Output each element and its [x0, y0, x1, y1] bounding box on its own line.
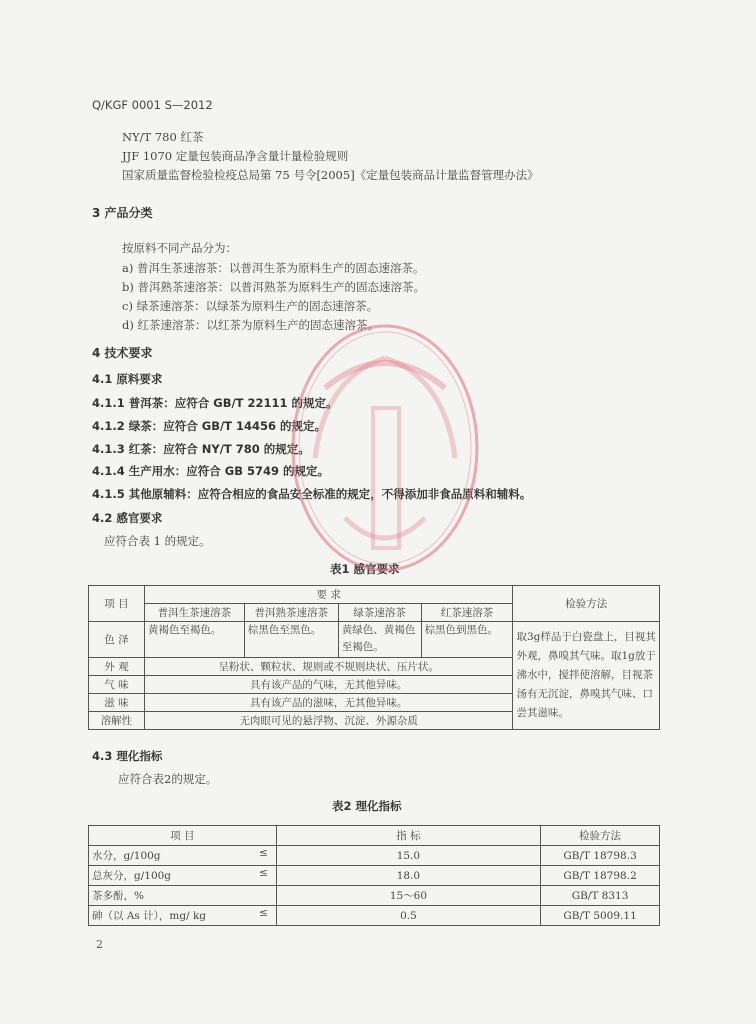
- reference-item: NY/T 780 红茶: [122, 130, 204, 144]
- table-cell-method: GB/T 18798.3: [541, 846, 660, 866]
- section-4-2-text: 应符合表 1 的规定。: [104, 534, 211, 548]
- clause-4-1-2: 4.1.2 绿茶：应符合 GB/T 14456 的规定。: [92, 419, 327, 433]
- sensory-table: [88, 585, 660, 730]
- table-subheader: 红茶速溶茶: [421, 604, 513, 622]
- table-cell: 黄褐色至褐色。: [144, 622, 244, 658]
- clause-4-1-5: 4.1.5 其他原辅料：应符合相应的食品安全标准的规定，不得添加非食品原料和辅料。: [92, 487, 532, 501]
- table-subheader: 普洱生茶速溶茶: [144, 604, 244, 622]
- section-4-3-text: 应符合表2的规定。: [118, 772, 218, 786]
- list-item: b) 普洱熟茶速溶茶：以普洱熟茶为原料生产的固态速溶茶。: [122, 280, 426, 294]
- table-cell-value: 0.5: [276, 906, 540, 926]
- table-cell: 具有该产品的滋味，无其他异味。: [144, 694, 513, 712]
- list-item: c) 绿茶速溶茶：以绿茶为原料生产的固态速溶茶。: [122, 299, 379, 313]
- physicochemical-table: [88, 825, 660, 926]
- clause-4-1-3: 4.1.3 红茶：应符合 NY/T 780 的规定。: [92, 442, 310, 456]
- table-cell: 黄绿色、黄褐色至褐色。: [338, 622, 421, 658]
- list-item: d) 红茶速溶茶：以红茶为原料生产的固态速溶茶。: [122, 318, 380, 332]
- table-cell: 具有该产品的气味，无其他异味。: [144, 676, 513, 694]
- table-row-label: 溶解性: [89, 712, 145, 730]
- table-cell-item: 水分，g/100g: [92, 850, 161, 862]
- limit-mark: ≤: [258, 847, 268, 859]
- table-header: 检验方法: [541, 826, 660, 846]
- limit-mark: ≤: [258, 867, 268, 879]
- table-cell-item: 总灰分，g/100g: [92, 870, 172, 882]
- table-header: 指 标: [276, 826, 540, 846]
- table-row-label: 色 泽: [89, 622, 145, 658]
- standard-code: Q/KGF 0001 S—2012: [92, 98, 213, 112]
- clause-4-1-4: 4.1.4 生产用水：应符合 GB 5749 的规定。: [92, 464, 329, 478]
- page-number: 2: [96, 938, 103, 951]
- table-row-label: 外 观: [89, 658, 145, 676]
- table-row: [89, 846, 660, 866]
- clause-4-1-1: 4.1.1 普洱茶：应符合 GB/T 22111 的规定。: [92, 396, 338, 410]
- table-row-label: 滋 味: [89, 694, 145, 712]
- table-cell: 呈粉状、颗粒状、规则或不规则块状、压片状。: [144, 658, 513, 676]
- section-3-title: 3 产品分类: [92, 206, 153, 220]
- section-4-2-title: 4.2 感官要求: [92, 511, 163, 525]
- sensory-method-text: 取3g样品于白瓷盘上，目视其外观，鼻嗅其气味。取1g放于沸水中，搅拌使溶解，目视茶汤有无沉淀，鼻嗅其气味、口尝其滋味。: [513, 622, 660, 730]
- table-header-method: 检验方法: [513, 586, 660, 622]
- table-cell-value: 15～60: [276, 886, 540, 906]
- table-header-requirement: 要 求: [144, 586, 513, 604]
- table-cell-method: GB/T 8313: [541, 886, 660, 906]
- table-header-item: 项 目: [89, 586, 145, 622]
- table-header: 项 目: [89, 826, 277, 846]
- section-3-intro: 按原料不同产品分为：: [122, 241, 237, 255]
- table-cell: 棕黑色到黑色。: [421, 622, 513, 658]
- table-row: [89, 866, 660, 886]
- table-subheader: 绿茶速溶茶: [338, 604, 421, 622]
- reference-item: JJF 1070 定量包装商品净含量计量检验规则: [122, 149, 349, 163]
- table-cell-value: 18.0: [276, 866, 540, 886]
- table-row-label: 气 味: [89, 676, 145, 694]
- section-4-1-title: 4.1 原料要求: [92, 372, 163, 386]
- table-cell: 无肉眼可见的悬浮物、沉淀、外源杂质: [144, 712, 513, 730]
- limit-mark: ≤: [258, 907, 268, 919]
- table-2-caption: 表2 理化指标: [332, 799, 402, 813]
- reference-item: 国家质量监督检验检疫总局第 75 号令[2005]《定量包装商品计量监督管理办法》: [122, 168, 539, 182]
- table-cell-method: GB/T 18798.2: [541, 866, 660, 886]
- official-seal-stamp: [285, 318, 485, 578]
- table-row: [89, 906, 660, 926]
- table-row: [89, 886, 660, 906]
- table-cell-method: GB/T 5009.11: [541, 906, 660, 926]
- list-item: a) 普洱生茶速溶茶：以普洱生茶为原料生产的固态速溶茶。: [122, 261, 425, 275]
- table-cell-item: 砷（以 As 计），mg/ kg: [92, 910, 207, 922]
- section-4-title: 4 技术要求: [92, 346, 153, 360]
- table-subheader: 普洱熟茶速溶茶: [244, 604, 338, 622]
- table-cell: 棕黑色至黑色。: [244, 622, 338, 658]
- table-cell-value: 15.0: [276, 846, 540, 866]
- table-1-caption: 表1 感官要求: [330, 562, 400, 576]
- section-4-3-title: 4.3 理化指标: [92, 749, 163, 763]
- table-cell-item: 茶多酚，%: [92, 890, 144, 902]
